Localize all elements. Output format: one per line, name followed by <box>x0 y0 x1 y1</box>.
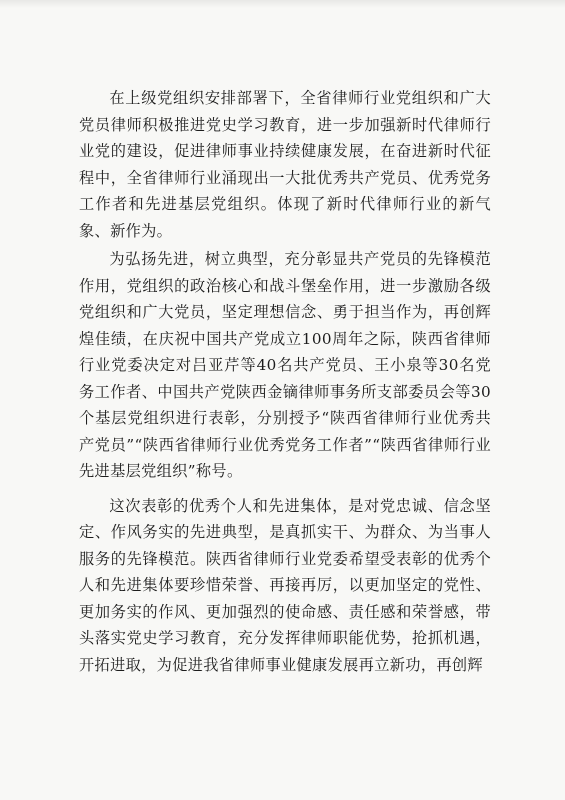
document-body <box>79 85 491 678</box>
paragraph-2: 为弘扬先进，树立典型，充分彰显共产党员的先锋模范作用，党组织的政治核心和战斗堡垒作用，进一步激励各级党组织和广大党员，坚定理想信念、勇于担当作为，再创辉煌佳绩，在庆祝中国共产党成立100周年之际，陕西省律师行业党委决定对吕亚芹等40名共产党员、王小泉等30名党务工作者、中国共产党陕西金镝律师事务所支部委员会等30个基层党组织进行表彰，分别授予“陕西省律师行业优秀共产党员”“陕西省律师行业优秀党务工作者”“陕西省律师行业先进基层党组织”称号。 <box>79 250 491 480</box>
paragraph-3: 这次表彰的优秀个人和先进集体，是对党忠诚、信念坚定、作风务实的先进典型，是真抓实干、为群众、为当事人服务的先锋模范。陕西省律师行业党委希望受表彰的优秀个人和先进集体要珍惜荣誉、再接再厉，以更加坚定的党性、更加务实的作风、更加强烈的使命感、责任感和荣誉感，带头落实党史学习教育，充分发挥律师职能优势，抢抓机遇，开拓进取，为促进我省律师事业健康发展再立新功，再创辉 <box>79 496 491 674</box>
paragraph-1: 在上级党组织安排部署下，全省律师行业党组织和广大党员律师积极推进党史学习教育，进一步加强新时代律师行业党的建设，促进律师事业持续健康发展，在奋进新时代征程中，全省律师行业涌现出一大批优秀共产党员、优秀党务工作者和先进基层党组织。体现了新时代律师行业的新气象、新作为。 <box>79 89 491 240</box>
